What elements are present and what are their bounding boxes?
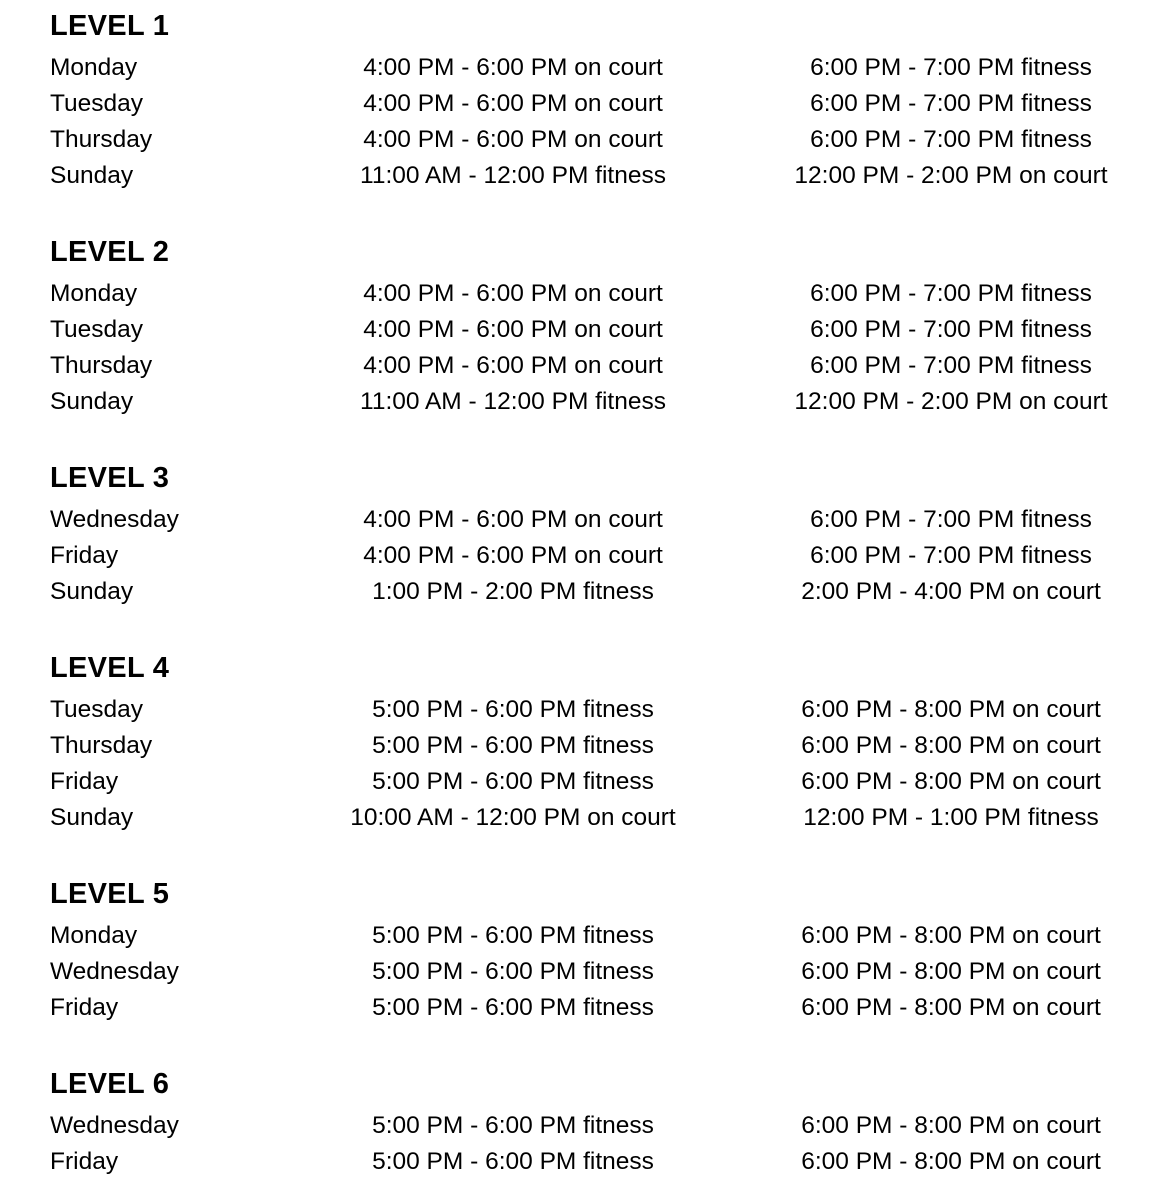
day-label: Sunday (50, 804, 134, 831)
day-label: Thursday (50, 732, 153, 759)
schedule-row (0, 764, 1152, 800)
day-label: Thursday (50, 126, 153, 153)
schedule-row (0, 502, 1152, 538)
schedule-row (0, 800, 1152, 836)
day-label: Tuesday (50, 90, 144, 117)
day-label: Tuesday (50, 316, 144, 343)
day-label: Friday (50, 768, 119, 795)
second-session: 6:00 PM - 7:00 PM fitness (810, 352, 1092, 379)
schedule-row (0, 348, 1152, 384)
day-label: Wednesday (50, 1112, 179, 1139)
second-session: 6:00 PM - 8:00 PM on court (801, 1148, 1101, 1175)
second-session: 6:00 PM - 8:00 PM on court (801, 1112, 1101, 1139)
day-label: Friday (50, 1148, 119, 1175)
second-session: 2:00 PM - 4:00 PM on court (801, 578, 1101, 605)
first-session: 5:00 PM - 6:00 PM fitness (372, 922, 654, 949)
level-title: LEVEL 1 (50, 10, 170, 42)
schedule-row (0, 918, 1152, 954)
second-session: 6:00 PM - 8:00 PM on court (801, 732, 1101, 759)
day-label: Sunday (50, 578, 134, 605)
schedule-row (0, 954, 1152, 990)
schedule-row (0, 574, 1152, 610)
first-session: 4:00 PM - 6:00 PM on court (363, 54, 663, 81)
schedule-row (0, 312, 1152, 348)
level-title: LEVEL 5 (50, 878, 170, 910)
second-session: 6:00 PM - 7:00 PM fitness (810, 506, 1092, 533)
level-title: LEVEL 2 (50, 236, 170, 268)
second-session: 6:00 PM - 7:00 PM fitness (810, 90, 1092, 117)
schedule-row (0, 158, 1152, 194)
day-label: Sunday (50, 388, 134, 415)
first-session: 5:00 PM - 6:00 PM fitness (372, 1112, 654, 1139)
day-label: Friday (50, 542, 119, 569)
schedule-row (0, 728, 1152, 764)
schedule-row (0, 50, 1152, 86)
first-session: 5:00 PM - 6:00 PM fitness (372, 958, 654, 985)
first-session: 5:00 PM - 6:00 PM fitness (372, 994, 654, 1021)
day-label: Wednesday (50, 958, 179, 985)
second-session: 6:00 PM - 8:00 PM on court (801, 768, 1101, 795)
day-label: Sunday (50, 162, 134, 189)
second-session: 6:00 PM - 7:00 PM fitness (810, 54, 1092, 81)
second-session: 6:00 PM - 7:00 PM fitness (810, 316, 1092, 343)
schedule-row (0, 122, 1152, 158)
schedule-row (0, 538, 1152, 574)
first-session: 4:00 PM - 6:00 PM on court (363, 280, 663, 307)
first-session: 4:00 PM - 6:00 PM on court (363, 126, 663, 153)
first-session: 5:00 PM - 6:00 PM fitness (372, 696, 654, 723)
second-session: 6:00 PM - 8:00 PM on court (801, 994, 1101, 1021)
first-session: 4:00 PM - 6:00 PM on court (363, 542, 663, 569)
schedule-row (0, 276, 1152, 312)
schedule-row (0, 86, 1152, 122)
day-label: Wednesday (50, 506, 179, 533)
level-title: LEVEL 3 (50, 462, 170, 494)
first-session: 4:00 PM - 6:00 PM on court (363, 316, 663, 343)
second-session: 6:00 PM - 7:00 PM fitness (810, 280, 1092, 307)
first-session: 1:00 PM - 2:00 PM fitness (372, 578, 654, 605)
schedule-row (0, 1144, 1152, 1180)
first-session: 11:00 AM - 12:00 PM fitness (360, 162, 666, 189)
second-session: 6:00 PM - 8:00 PM on court (801, 922, 1101, 949)
second-session: 6:00 PM - 7:00 PM fitness (810, 126, 1092, 153)
second-session: 12:00 PM - 2:00 PM on court (794, 388, 1108, 415)
second-session: 12:00 PM - 1:00 PM fitness (803, 804, 1099, 831)
second-session: 6:00 PM - 8:00 PM on court (801, 696, 1101, 723)
first-session: 5:00 PM - 6:00 PM fitness (372, 1148, 654, 1175)
first-session: 11:00 AM - 12:00 PM fitness (360, 388, 666, 415)
second-session: 6:00 PM - 8:00 PM on court (801, 958, 1101, 985)
second-session: 6:00 PM - 7:00 PM fitness (810, 542, 1092, 569)
first-session: 5:00 PM - 6:00 PM fitness (372, 768, 654, 795)
first-session: 4:00 PM - 6:00 PM on court (363, 506, 663, 533)
day-label: Monday (50, 280, 138, 307)
day-label: Friday (50, 994, 119, 1021)
first-session: 5:00 PM - 6:00 PM fitness (372, 732, 654, 759)
first-session: 4:00 PM - 6:00 PM on court (363, 352, 663, 379)
level-title: LEVEL 4 (50, 652, 170, 684)
schedule-row (0, 990, 1152, 1026)
day-label: Thursday (50, 352, 153, 379)
schedule-row (0, 692, 1152, 728)
first-session: 10:00 AM - 12:00 PM on court (350, 804, 676, 831)
first-session: 4:00 PM - 6:00 PM on court (363, 90, 663, 117)
second-session: 12:00 PM - 2:00 PM on court (794, 162, 1108, 189)
day-label: Tuesday (50, 696, 144, 723)
level-title: LEVEL 6 (50, 1068, 170, 1100)
day-label: Monday (50, 54, 138, 81)
schedule-row (0, 384, 1152, 420)
schedule-row (0, 1108, 1152, 1144)
day-label: Monday (50, 922, 138, 949)
